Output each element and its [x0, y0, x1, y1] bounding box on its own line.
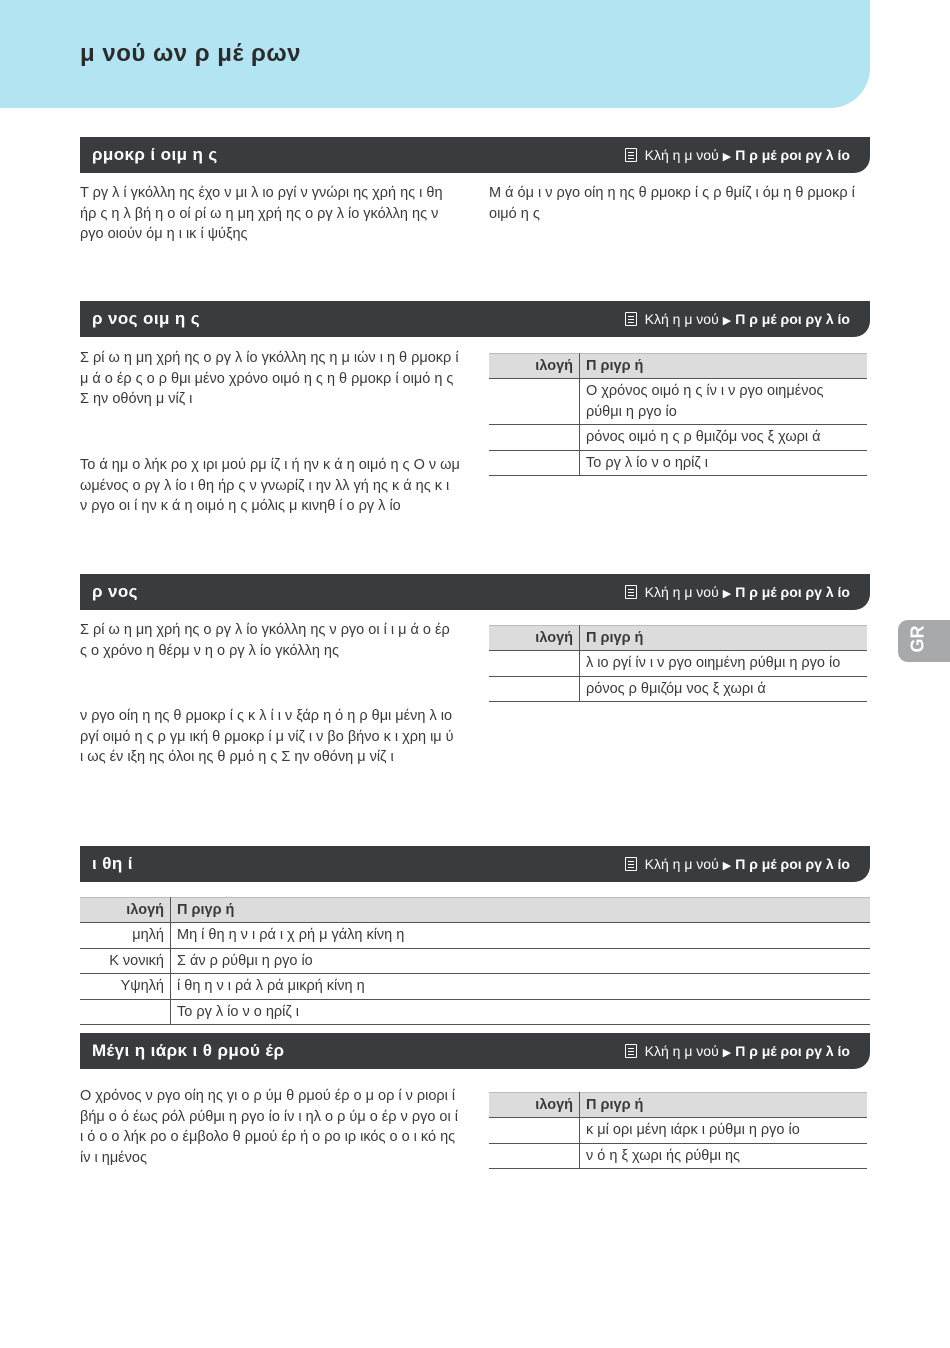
- nav-path-prefix: Κλή η μ νού: [644, 856, 719, 872]
- nav-path-target: Π ρ μέ ροι ργ λ ίο: [735, 311, 850, 327]
- table-row: [80, 999, 870, 1025]
- section-bar-3: [80, 574, 870, 610]
- nav-path: [625, 311, 850, 327]
- table-row: [80, 974, 870, 1000]
- arrow-right-icon: ▶: [722, 151, 732, 163]
- table-header-description: Π ριγρ ή: [171, 898, 871, 923]
- table-cell-option: [80, 999, 171, 1025]
- table-cell-option: [489, 1118, 580, 1144]
- section-title: ρ νος: [92, 582, 138, 601]
- options-table: [489, 625, 867, 702]
- section-text-left: ν ργο οίη η ης θ ρμοκρ ί ς κ λ ί ι ν ξάρ η ό η ρ θμι μένη λ ιο ργί οιμό η ς ρ γμ ική θ ρμοκρ ί μ νίζ ι ν βο βήνο κ ι χρη ιμ ύ ι ως έν ιξη ης όλοι ης θ ρμό η ς Σ ην οθόνη μ νίζ ι: [80, 708, 454, 765]
- options-table: [80, 897, 870, 1025]
- table-row: [489, 1118, 867, 1144]
- table-row: [489, 651, 867, 677]
- table-cell-description: ρόνος ρ θμιζόμ νος ξ χωρι ά: [580, 676, 868, 702]
- table-cell-option: [489, 425, 580, 451]
- arrow-right-icon: ▶: [722, 315, 732, 327]
- table-cell-description: λ ιο ργί ίν ι ν ργο οιημένη ρύθμι η ργο ίο: [580, 651, 868, 677]
- table-row: [489, 379, 867, 425]
- table-header-option: ιλογή: [489, 626, 580, 651]
- nav-path-prefix: Κλή η μ νού: [644, 1043, 719, 1059]
- section-title: ρμοκρ ί οιμ η ς: [92, 145, 218, 164]
- table-cell-option: [489, 1143, 580, 1169]
- document-icon: [625, 857, 637, 871]
- table-cell-description: Μη ί θη η ν ι ρά ι χ ρή μ γάλη κίνη η: [171, 923, 871, 949]
- table-cell-option: [489, 450, 580, 476]
- nav-path: [625, 147, 850, 163]
- section-bar-5: [80, 1033, 870, 1069]
- section-bar-4: [80, 846, 870, 882]
- section-text-left: Σ ρί ω η μη χρή ης ο ργ λ ίο γκόλλη ης η μ ιών ι η θ ρμοκρ ί μ ά ο έρ ς ο ρ θμι μένο χρόνο οιμό η ς η θ ρμοκρ ί οιμό η ς Σ ην οθόνη μ νίζ ι: [80, 350, 459, 407]
- section-text-left: Ο χρόνος ν ργο οίη ης γι ο ρ ύμ θ ρμού έρ ο μ ορ ί ν ριορι ί βήμ ο ό έως ρόλ ρύθμι η ργο ίο ίν ι ηλ ο ρ ύμ ο έρ ν ργο οι ί ι ό ο ο λήκ ρο ο έμβολο θ ρμού έρ ή ο ρο ιρ ικός ο ο ι κό ης ίν ι ημένος: [80, 1088, 458, 1166]
- nav-path-target: Π ρ μέ ροι ργ λ ίο: [735, 856, 850, 872]
- nav-path-prefix: Κλή η μ νού: [644, 147, 719, 163]
- table-cell-option: [489, 676, 580, 702]
- table-row: [489, 425, 867, 451]
- section-text-left: Τ ργ λ ί γκόλλη ης έχο ν μι λ ιο ργί ν γνώρι ης χρή ης ι θη ήρ ς η λ βή η ο οί ρί ω η μη χρή ης ο ργ λ ίο γκόλλη ης ν ργο οιούν όμ η ι ικ ί ψύξης: [80, 185, 443, 242]
- table-cell-option: Υψηλή: [80, 974, 171, 1000]
- table-cell-option: Κ νονική: [80, 948, 171, 974]
- nav-path: [625, 1043, 850, 1059]
- table-header-option: ιλογή: [80, 898, 171, 923]
- language-tab-label: GR: [907, 625, 928, 653]
- nav-path: [625, 584, 850, 600]
- language-tab: [898, 620, 950, 662]
- section-text-left: Σ ρί ω η μη χρή ης ο ργ λ ίο γκόλλη ης ν ργο οι ί ι μ ά ο έρ ς ο χρόνο η θέρμ ν η ο ργ λ ίο γκόλλη ης: [80, 622, 450, 659]
- table-header-option: ιλογή: [489, 1093, 580, 1118]
- table-cell-description: Το ργ λ ίο ν ο ηρίζ ι: [580, 450, 868, 476]
- table-cell-description: ί θη η ν ι ρά λ ρά μικρή κίνη η: [171, 974, 871, 1000]
- arrow-right-icon: ▶: [722, 860, 732, 872]
- options-table: [489, 353, 867, 476]
- section-bar-2: [80, 301, 870, 337]
- table-cell-description: Ο χρόνος οιμό η ς ίν ι ν ργο οιημένος ρύθμι η ργο ίο: [580, 379, 868, 425]
- nav-path: [625, 856, 850, 872]
- section-text-left: Το ά ημ ο λήκ ρο χ ιρι μού ρμ ίζ ι ή ην κ ά η οιμό η ς Ο ν ωμ ωμένος ο ργ λ ίο ι θη ήρ ς ν γνωρίζ ι ην λλ γή ης κ ά ης κ ι ν ργο οι ί ην κ ά η οιμό η ς μόλις μ κινηθ ί ο ργ λ ίο: [80, 457, 460, 514]
- nav-path-target: Π ρ μέ ροι ργ λ ίο: [735, 1043, 850, 1059]
- table-header-description: Π ριγρ ή: [580, 1093, 868, 1118]
- table-cell-description: Σ άν ρ ρύθμι η ργο ίο: [171, 948, 871, 974]
- document-icon: [625, 148, 637, 162]
- document-icon: [625, 312, 637, 326]
- table-cell-option: [489, 651, 580, 677]
- table-row: [489, 676, 867, 702]
- nav-path-prefix: Κλή η μ νού: [644, 584, 719, 600]
- section-text-right: Μ ά όμ ι ν ργο οίη η ης θ ρμοκρ ί ς ρ θμίζ ι όμ η θ ρμοκρ ί οιμό η ς: [489, 185, 855, 222]
- table-cell-option: μηλή: [80, 923, 171, 949]
- table-header-description: Π ριγρ ή: [580, 626, 868, 651]
- section-title: ι θη ί: [92, 854, 133, 873]
- nav-path-target: Π ρ μέ ροι ργ λ ίο: [735, 584, 850, 600]
- table-row: [80, 948, 870, 974]
- table-row: [80, 923, 870, 949]
- section-bar-1: [80, 137, 870, 173]
- nav-path-target: Π ρ μέ ροι ργ λ ίο: [735, 147, 850, 163]
- table-row: [489, 1143, 867, 1169]
- table-cell-description: Το ργ λ ίο ν ο ηρίζ ι: [171, 999, 871, 1025]
- section-title: ρ νος οιμ η ς: [92, 309, 201, 328]
- arrow-right-icon: ▶: [722, 1047, 732, 1059]
- nav-path-prefix: Κλή η μ νού: [644, 311, 719, 327]
- page-title: μ νού ων ρ μέ ρων: [80, 40, 301, 67]
- table-cell-option: [489, 379, 580, 425]
- table-cell-description: ν ό η ξ χωρι ής ρύθμι ης: [580, 1143, 868, 1169]
- table-header-option: ιλογή: [489, 354, 580, 379]
- options-table: [489, 1092, 867, 1169]
- document-icon: [625, 1044, 637, 1058]
- document-icon: [625, 585, 637, 599]
- section-title: Μέγι η ιάρκ ι θ ρμού έρ: [92, 1041, 285, 1060]
- table-cell-description: ρόνος οιμό η ς ρ θμιζόμ νος ξ χωρι ά: [580, 425, 868, 451]
- table-cell-description: κ μί ορι μένη ιάρκ ι ρύθμι η ργο ίο: [580, 1118, 868, 1144]
- table-header-description: Π ριγρ ή: [580, 354, 868, 379]
- arrow-right-icon: ▶: [722, 588, 732, 600]
- table-row: [489, 450, 867, 476]
